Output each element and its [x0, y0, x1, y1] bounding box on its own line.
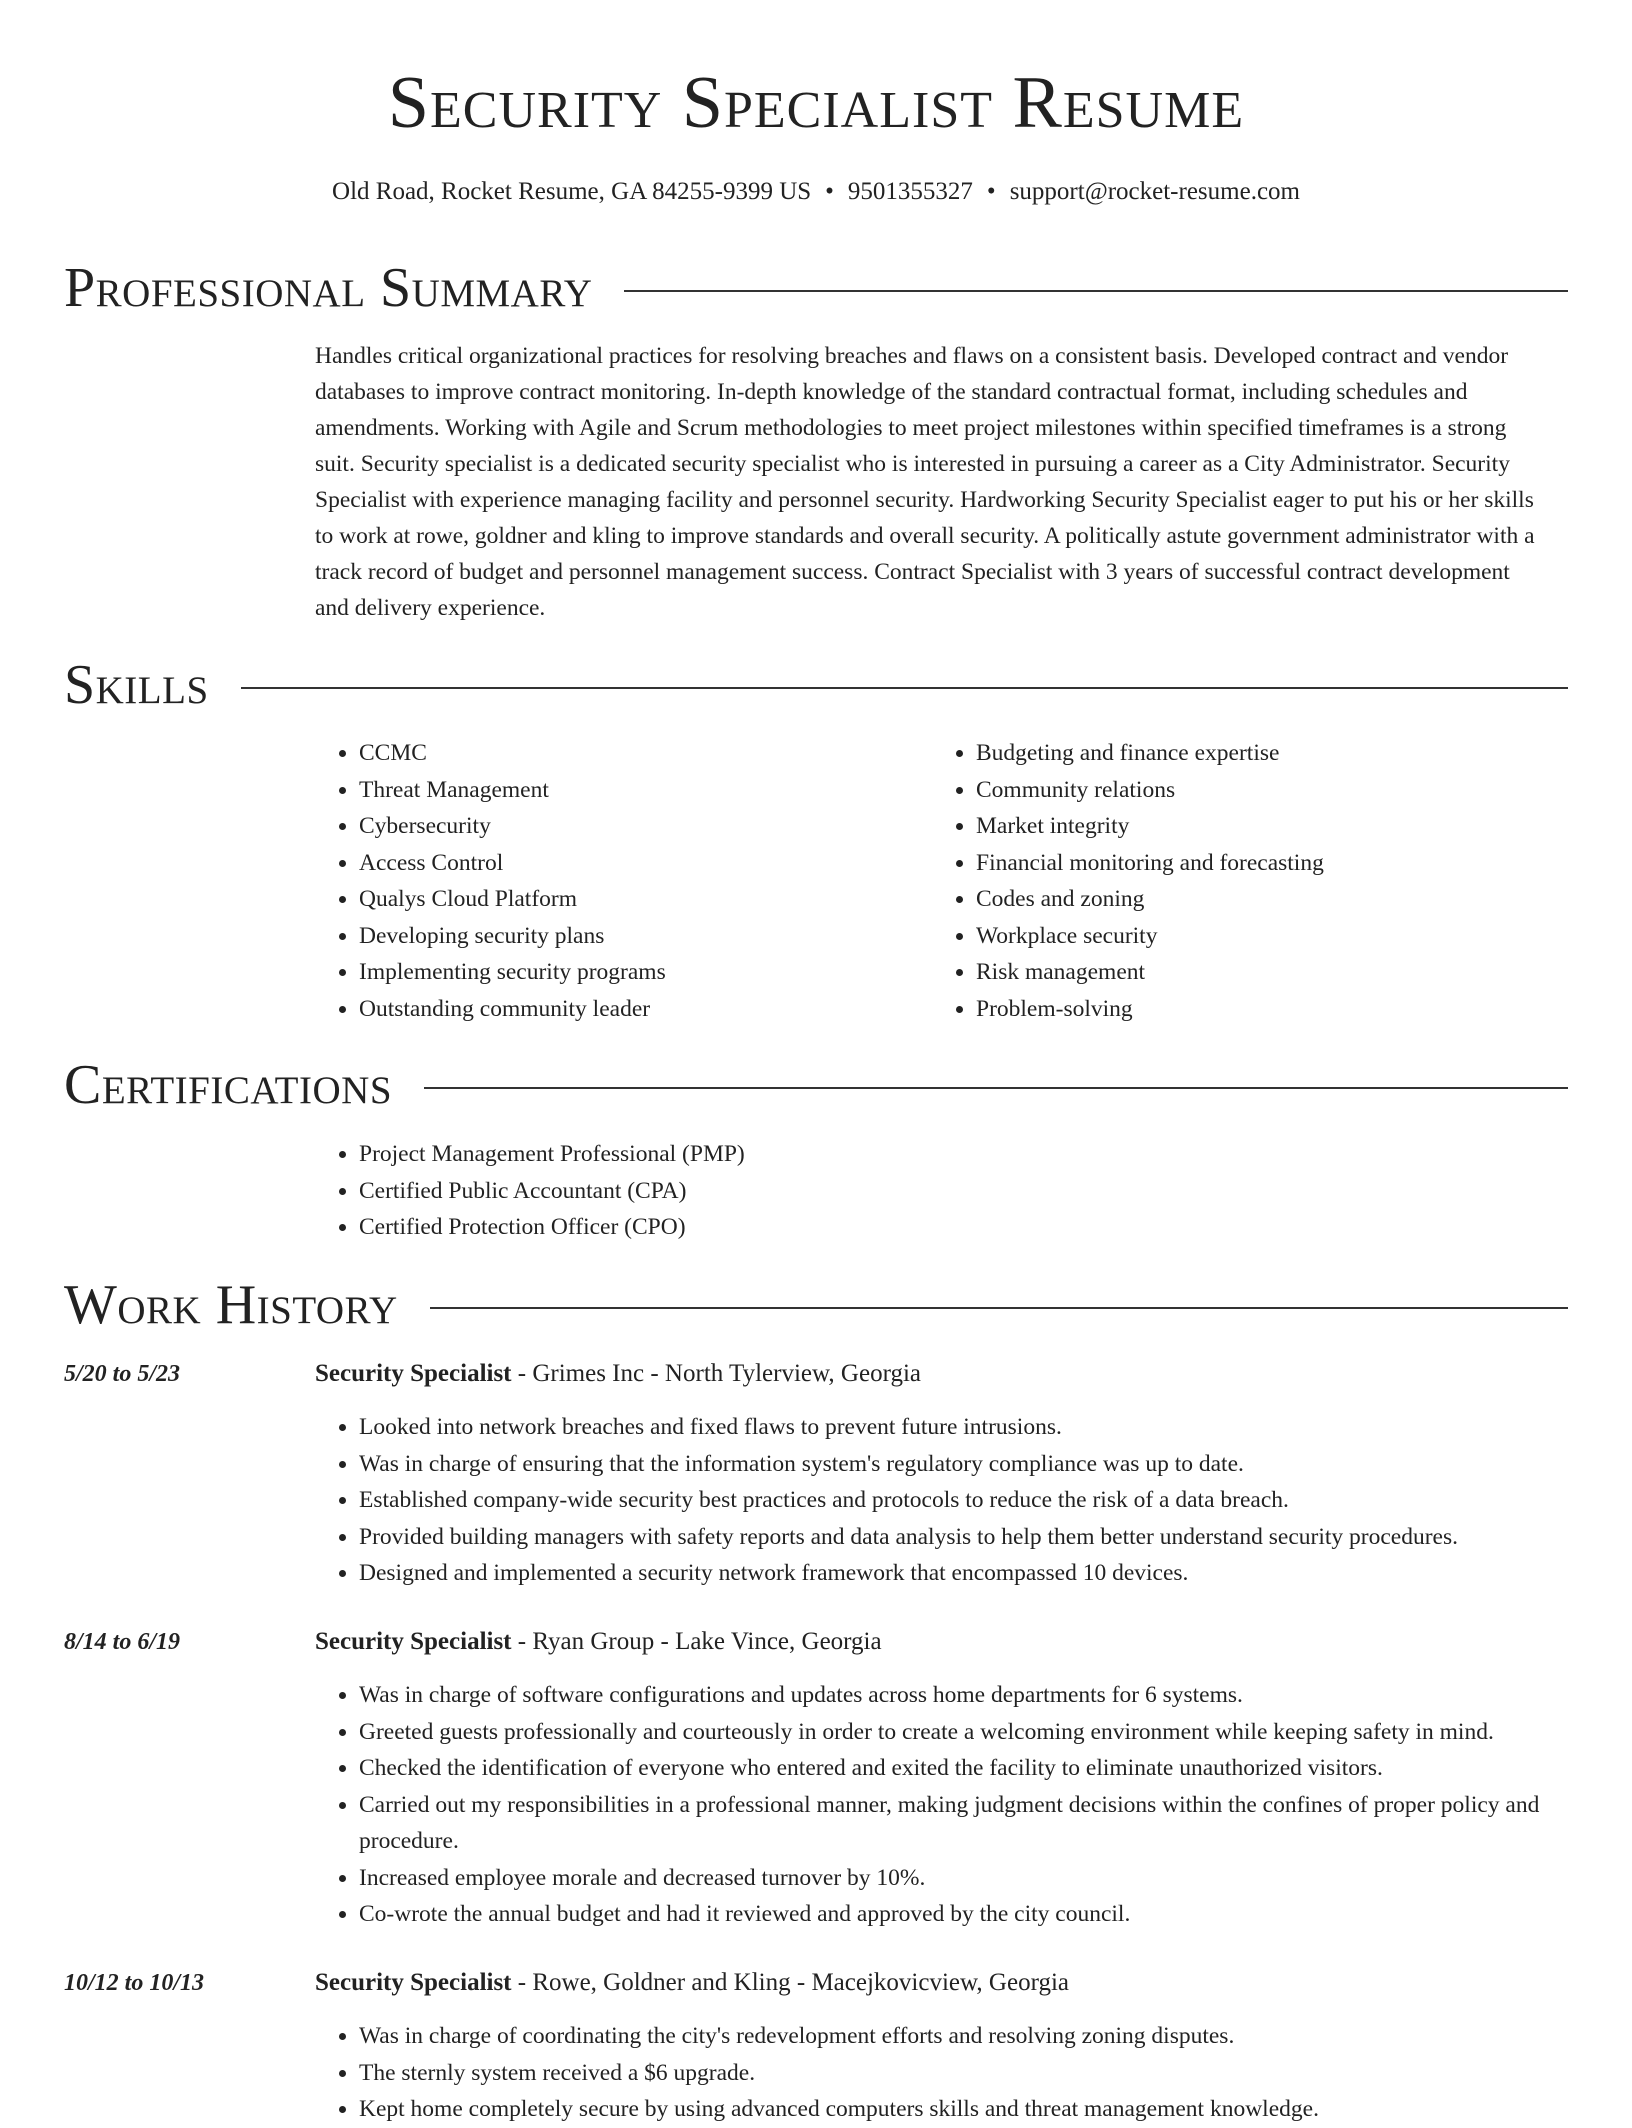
- job-role: Security Specialist: [315, 1628, 512, 1655]
- job-details: - Grimes Inc - North Tylerview, Georgia: [511, 1360, 921, 1387]
- skills-heading: Skills: [64, 654, 209, 716]
- job-bullets: [315, 1677, 1559, 1933]
- skill-item: • Market integrity: [976, 808, 1324, 845]
- job-bullet-item: • Carried out my responsibilities in a professional manner, making judgment decisions within the confines of proper policy and procedure.: [359, 1787, 1559, 1860]
- skill-item: • Community relations: [976, 772, 1324, 809]
- skill-item: • Codes and zoning: [976, 881, 1324, 918]
- job-bullet-item: • Increased employee morale and decreased turnover by 10%.: [359, 1860, 1559, 1897]
- skill-item: • Implementing security programs: [359, 954, 666, 991]
- contact-address: Old Road, Rocket Resume, GA 84255-9399 US: [332, 178, 812, 205]
- job-role: Security Specialist: [315, 1969, 512, 1996]
- work-history-heading: Work History: [64, 1274, 398, 1336]
- job-bullet-item: • Kept home completely secure by using advanced computers skills and threat management knowledge.: [359, 2091, 1559, 2128]
- skill-item: • Qualys Cloud Platform: [359, 881, 666, 918]
- job-dates: 8/14 to 6/19: [64, 1629, 181, 1655]
- job-dates: 10/12 to 10/13: [64, 1970, 205, 1996]
- job-bullet-item: • Greeted guests professionally and courteously in order to create a welcoming environment while keeping safety in mind.: [359, 1714, 1559, 1751]
- job-bullet-item: • Checked the identification of everyone who entered and exited the facility to eliminate unauthorized visitors.: [359, 1750, 1559, 1787]
- section-divider: [241, 687, 1568, 689]
- certifications-section-header: [64, 1055, 1568, 1115]
- skills-right-column: [932, 735, 1324, 1027]
- job-details: - Rowe, Goldner and Kling - Macejkovicview, Georgia: [511, 1969, 1069, 1996]
- skill-item: • Access Control: [359, 845, 666, 882]
- job-heading: [315, 1966, 1565, 2000]
- job-bullet-item: • The sternly system received a $6 upgrade.: [359, 2055, 1559, 2092]
- job-heading: [315, 1357, 1565, 1391]
- skill-item: • Financial monitoring and forecasting: [976, 845, 1324, 882]
- job-bullet-item: • Provided building managers with safety reports and data analysis to help them better understand security procedures.: [359, 1519, 1559, 1556]
- job-bullet-item: • Was in charge of ensuring that the information system's regulatory compliance was up to date.: [359, 1446, 1559, 1483]
- summary-text: Handles critical organizational practices for resolving breaches and flaws on a consistent basis. Developed contract and vendor databases to improve contract monitoring. In-depth knowledge of the standard contractual format, including schedules and amendments. Working with Agile and Scrum methodologies to meet project milestones within specified timeframes is a strong suit. Security specialist is a dedicated security specialist who is interested in pursuing a career as a City Administrator. Security Specialist with experience managing facility and personnel security. Hardworking Security Specialist eager to put his or her skills to work at rowe, goldner and kling to improve standards and overall security. A politically astute government administrator with a track record of budget and personnel management success. Contract Specialist with 3 years of successful contract development and delivery experience.: [315, 343, 1535, 621]
- skill-item: • Developing security plans: [359, 918, 666, 955]
- resume-title: Security Specialist Resume: [387, 62, 1245, 144]
- job-bullet-item: • Was in charge of software configurations and updates across home departments for 6 systems.: [359, 1677, 1559, 1714]
- skills-list-left: [315, 735, 666, 1027]
- job-bullets: [315, 1409, 1559, 1592]
- job-bullets: [315, 2018, 1559, 2128]
- skill-item: • Problem-solving: [976, 991, 1324, 1028]
- job-bullet-item: • Co-wrote the annual budget and had it reviewed and approved by the city council.: [359, 1896, 1559, 1933]
- contact-separator: •: [825, 178, 834, 205]
- certification-item: • Certified Protection Officer (CPO): [359, 1209, 745, 1246]
- certifications-heading: Certifications: [64, 1054, 393, 1116]
- section-divider: [430, 1307, 1568, 1309]
- skills-section-header: [64, 655, 1568, 715]
- skills-left-column: [315, 735, 666, 1027]
- certifications-list: [315, 1136, 745, 1246]
- skill-item: • Budgeting and finance expertise: [976, 735, 1324, 772]
- contact-phone: 9501355327: [847, 178, 973, 205]
- job-details: - Ryan Group - Lake Vince, Georgia: [511, 1628, 882, 1655]
- skill-item: • Outstanding community leader: [359, 991, 666, 1028]
- skills-list-right: [932, 735, 1324, 1027]
- skill-item: • Cybersecurity: [359, 808, 666, 845]
- contact-separator: •: [986, 178, 996, 205]
- summary-heading: Professional Summary: [64, 257, 593, 319]
- certification-item: • Certified Public Accountant (CPA): [359, 1173, 745, 1210]
- summary-section-header: [64, 258, 1568, 318]
- skill-item: • Workplace security: [976, 918, 1324, 955]
- certifications-block: [315, 1136, 745, 1246]
- job-bullet-item: • Established company-wide security best practices and protocols to reduce the risk of a data breach.: [359, 1482, 1559, 1519]
- contact-email: support@rocket-resume.com: [1009, 178, 1300, 205]
- job-dates: 5/20 to 5/23: [64, 1361, 181, 1387]
- certification-item: • Project Management Professional (PMP): [359, 1136, 745, 1173]
- job-bullet-item: • Looked into network breaches and fixed flaws to prevent future intrusions.: [359, 1409, 1559, 1446]
- job-heading: [315, 1625, 1565, 1659]
- section-divider: [424, 1087, 1568, 1089]
- skill-item: • CCMC: [359, 735, 666, 772]
- contact-line: [0, 176, 1632, 208]
- section-divider: [624, 290, 1568, 292]
- work-history-section-header: [64, 1275, 1568, 1335]
- job-bullet-item: • Was in charge of coordinating the city's redevelopment efforts and resolving zoning disputes.: [359, 2018, 1559, 2055]
- skill-item: • Risk management: [976, 954, 1324, 991]
- skill-item: • Threat Management: [359, 772, 666, 809]
- job-role: Security Specialist: [315, 1360, 512, 1387]
- job-bullet-item: • Designed and implemented a security network framework that encompassed 10 devices.: [359, 1555, 1559, 1592]
